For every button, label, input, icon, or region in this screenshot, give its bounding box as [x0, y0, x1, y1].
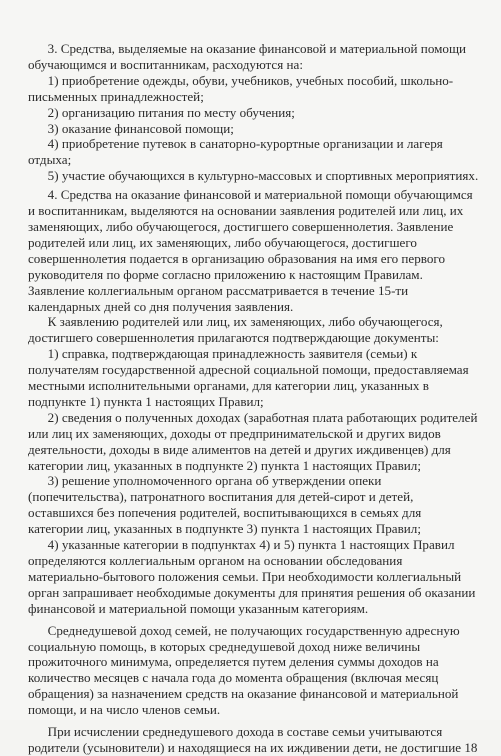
text-line: родителей или лиц, их заменяющих, либо обучающегося, достигшего — [28, 234, 417, 250]
text-line: 3. Средства, выделяемые на оказание финансовой и материальной помощи — [28, 41, 467, 56]
text-line: 3) оказание финансовой помощи; — [28, 120, 234, 136]
text-line: Заявление коллегиальным органом рассматривается в течение 15-ти — [28, 282, 409, 298]
text-line: При исчислении среднедушевого дохода в составе семьи учитываются — [28, 724, 443, 740]
text-line: Среднедушевой доход семей, не получающих государственную адресную — [28, 622, 460, 638]
text-line: 3) решение уполномоченного органа об утверждении опеки — [28, 473, 382, 489]
text-line: материально-бытового положения семьи. При необходимости коллегиальный — [28, 568, 462, 584]
text-line: календарных дней со дня получения заявления. — [28, 298, 294, 314]
text-line: оставшихся без попечения родителей, воспитывающихся в семьях для — [28, 505, 422, 521]
text-line: письменных принадлежностей; — [28, 88, 204, 104]
text-line: 5) участие обучающихся в культурно-массовых и спортивных мероприятиях. — [28, 168, 479, 184]
text-line: родители (усыновители) и находящиеся на их иждивении дети, не достигшие 18 — [28, 739, 478, 755]
text-line: или лиц их заменяющих, доходы от предпринимательской и других видов — [28, 425, 441, 441]
text-line: получателям государственной адресной социальной помощи, предоставляемая — [28, 362, 469, 378]
section-calc-block — [28, 724, 478, 756]
text-line: совершеннолетия подается в организацию образования на имя его первого — [28, 250, 446, 266]
text-line: заменяющих, либо обучающегося, достигшего совершеннолетия. Заявление — [28, 218, 454, 234]
text-line: (попечительства), патронатного воспитания для детей-сирот и детей, — [28, 489, 414, 505]
text-line: отдыха; — [28, 152, 72, 168]
text-line: подпункте 1) пункта 1 настоящих Правил; — [28, 393, 264, 409]
text-line: орган запрашивает необходимые документы для принятия решения об оказании — [28, 584, 476, 600]
text-line: категории лиц, указанных в подпункте 3) пункта 1 настоящих Правил; — [28, 521, 421, 537]
section-income-block — [28, 623, 471, 718]
text-line: обучающимся и воспитанникам, расходуются на: — [28, 56, 303, 72]
text-line: руководителя по форме согласно приложению к настоящим Правилам. — [28, 266, 423, 282]
text-line: 2) сведения о полученных доходах (заработная плата работающих родителей — [28, 409, 478, 425]
text-line: местными исполнительными органами, для категории лиц, указанных в — [28, 378, 429, 394]
text-line: и воспитанникам, выделяются на основании заявления родителей или лиц, их — [28, 203, 464, 219]
text-line: помощи, и на число членов семьи. — [28, 702, 221, 718]
text-line: 1) справка, подтверждающая принадлежность заявителя (семьи) к — [28, 346, 418, 362]
section-3-block — [28, 41, 479, 184]
text-line: деятельности, доходы в виде алиментов на детей и других иждивенцев) для — [28, 441, 451, 457]
text-line: 4) указанные категории в подпунктах 4) и 5) пункта 1 настоящих Правил — [28, 537, 455, 553]
text-line: социальную помощь, в которых среднедушевой доход ниже величины — [28, 638, 421, 654]
text-line: обращения) за назначением средств на оказание финансовой и материальной — [28, 686, 459, 702]
text-line: прожиточного минимума, определяется путем деления суммы доходов на — [28, 654, 439, 670]
text-line: 1) приобретение одежды, обуви, учебников, учебных пособий, школьно- — [28, 72, 454, 88]
text-line: финансовой и материальной помощи указанным категориям. — [28, 600, 369, 616]
text-line: 4) приобретение путевок в санаторно-курортные организации и лагеря — [28, 136, 443, 152]
text-line: категории лиц, указанных в подпункте 2) пункта 1 настоящих Правил; — [28, 457, 421, 473]
text-line: достигшего совершеннолетия прилагаются подтверждающие документы: — [28, 330, 439, 346]
text-line: 2) организацию питания по месту обучения; — [28, 104, 295, 120]
text-line: количество месяцев с начала года до момента обращения (включая месяц — [28, 670, 439, 686]
text-line: определяются коллегиальным органом на основании обследования — [28, 553, 403, 568]
section-4-block — [28, 187, 478, 616]
text-line: К заявлению родителей или лиц, их заменяющих, либо обучающегося, — [28, 314, 443, 330]
text-line: 4. Средства на оказание финансовой и материальной помощи обучающимся — [28, 187, 473, 203]
